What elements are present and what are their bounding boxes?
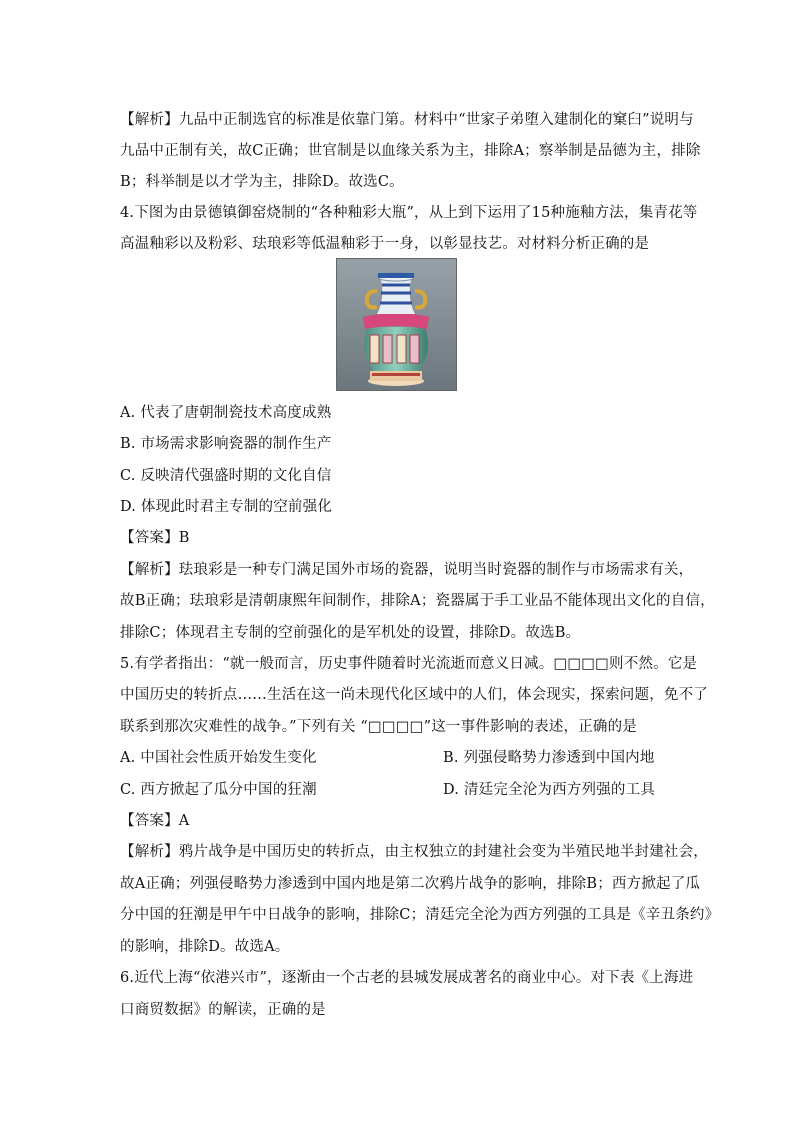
analysis-q3-line1: 【解析】九品中正制选官的标准是依靠门第。材料中“世家子弟堕入建制化的窠臼”说明与 <box>120 112 694 128</box>
analysis-q5-line1: 【解析】鸦片战争是中国历史的转折点，由主权独立的封建社会变为半殖民地半封建社会， <box>120 844 708 860</box>
question-5-line3: 联系到那次灾难性的战争。”下列有关 “□□□□”这一事件影响的表述，正确的是 <box>120 719 637 735</box>
question-5-line2: 中国历史的转折点……生活在这一尚未现代化区域中的人们，体会现实，探索问题，免不了 <box>120 687 708 703</box>
analysis-q3-line3: B；科举制是以才学为主，排除D。故选C。 <box>120 174 404 190</box>
analysis-q4-line2: 故B正确；珐琅彩是清朝康熙年间制作，排除A；瓷器属于手工业品不能体现出文化的自信， <box>120 593 715 609</box>
question-6-line1: 6.近代上海“依港兴市”，逐渐由一个古老的县城发展成著名的商业中心。对下表《上海进 <box>120 970 694 986</box>
question-4-line1: 4.下图为由景德镇御窑烧制的“各种釉彩大瓶”，从上到下运用了15种施釉方法，集青花等 <box>120 205 698 221</box>
q4-option-a: A. 代表了唐朝制瓷技术高度成熟 <box>120 405 332 421</box>
porcelain-vase-photo-icon <box>337 259 456 390</box>
q4-option-d: D. 体现此时君主专制的空前强化 <box>120 499 333 515</box>
question-5-line1: 5.有学者指出：“就一般而言，历史事件随着时光流逝而意义日减。□□□□则不然。它是 <box>120 656 698 672</box>
analysis-q3-line2: 九品中正制有关，故C正确；世官制是以血缘关系为主，排除A；察举制是品德为主，排除 <box>120 143 701 159</box>
vase-photo <box>336 258 457 391</box>
analysis-q5-line3: 分中国的狂潮是甲午中日战争的影响，排除C；清廷完全沦为西方列强的工具是《辛丑条约》 <box>120 907 720 923</box>
q5-option-a: A. 中国社会性质开始发生变化 <box>120 750 317 766</box>
question-6-line2: 口商贸数据》的解读，正确的是 <box>120 1002 326 1018</box>
q4-option-b: B. 市场需求影响瓷器的制作生产 <box>120 436 332 452</box>
q5-option-d: D. 清廷完全沦为西方列强的工具 <box>443 782 656 798</box>
q5-answer: 【答案】A <box>120 813 190 829</box>
q4-answer: 【答案】B <box>120 530 190 546</box>
question-4-line2: 高温釉彩以及粉彩、珐琅彩等低温釉彩于一身，以彰显技艺。对材料分析正确的是 <box>120 236 650 252</box>
q4-option-c: C. 反映清代强盛时期的文化自信 <box>120 468 332 484</box>
analysis-q5-line2: 故A正确；列强侵略势力渗透到中国内地是第二次鸦片战争的影响，排除B；西方掀起了瓜 <box>120 876 701 892</box>
q5-option-b: B. 列强侵略势力渗透到中国内地 <box>443 750 655 766</box>
analysis-q4-line3: 排除C；体现君主专制的空前强化的是军机处的设置，排除D。故选B。 <box>120 625 581 641</box>
analysis-q5-line4: 的影响，排除D。故选A。 <box>120 939 290 955</box>
q5-option-c: C. 西方掀起了瓜分中国的狂潮 <box>120 782 317 798</box>
analysis-q4-line1: 【解析】珐琅彩是一种专门满足国外市场的瓷器，说明当时瓷器的制作与市场需求有关， <box>120 562 694 578</box>
